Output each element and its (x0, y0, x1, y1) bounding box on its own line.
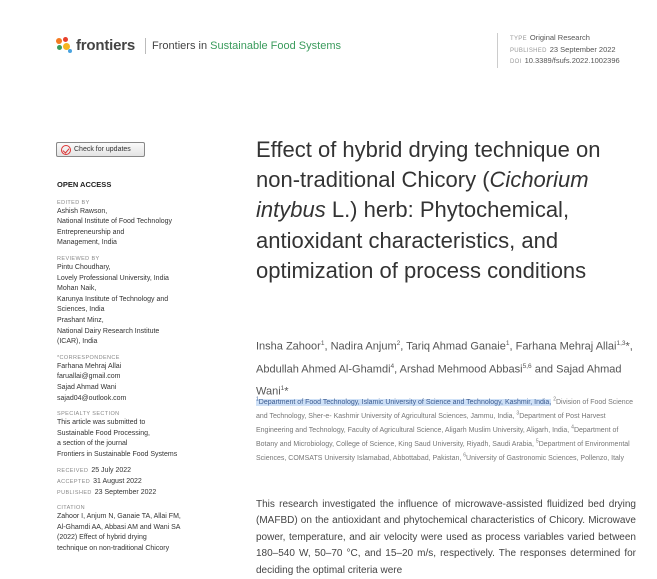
affiliation-list (256, 399, 633, 462)
check-updates-label: Check for updates (74, 146, 131, 153)
specialty-line: Sustainable Food Processing, (57, 429, 150, 437)
specialty-line: a section of the journal (57, 440, 128, 448)
specialty-section-label: SPECIALTY SECTION (57, 411, 120, 418)
published-date: PUBLISHED 23 September 2022 (57, 488, 157, 496)
correspondence-line: sajad04@outlook.com (57, 394, 127, 402)
affiliation-text: Division of Food Science and Technology, Sher-e- Kashmir University of Agricultural Sciences, Jammu, India, (256, 399, 634, 421)
affiliation-sup: 5 (535, 439, 539, 446)
reviewed-by-list (57, 263, 207, 348)
affiliation-text: Department of Post Harvest Engineering and Technology, Faculty of Agricultural Science, Aligarh Muslim University, Aligarh, India, (256, 413, 606, 435)
correspondence-line: Sajad Ahmad Wani (57, 383, 117, 391)
affiliations (256, 395, 636, 465)
citation-label: CITATION (57, 505, 86, 512)
article-published: PUBLISHED 23 September 2022 (510, 44, 616, 54)
citation-text (57, 512, 207, 554)
abstract-text: This research investigated the influence of microwave-assisted fluidized bed drying (MAFBD) on the antioxidant and phytochemical characteristics of Chicory. Microwave power, temperature, and air velocity were used as process variables varied between 180–540 W, 50–70 °C, and 15–20 m/s, respectively. The responses determined for deciding the optimal criteria were (256, 499, 636, 576)
correspondence-line: faruallai@gmail.com (57, 373, 121, 381)
frontiers-logo-icon (56, 37, 73, 54)
author-affiliation-sup: 1 (505, 340, 510, 347)
reviewer-line: Karunya Institute of Technology and (57, 295, 169, 303)
open-access-label: OPEN ACCESS (57, 180, 112, 189)
edited-by-label: EDITED BY (57, 199, 90, 206)
author-name[interactable]: Arshad Mehmood Abbasi (399, 363, 523, 376)
specialty-line: This article was submitted to (57, 419, 146, 427)
affiliation-text: Department of Environmental Sciences, COMSATS University Islamabad, Abbottabad, Pakistan, (256, 441, 630, 463)
reviewed-by-label: REVIEWED BY (57, 255, 100, 262)
check-updates-icon (61, 145, 71, 155)
correspondence-label: *CORRESPONDENCE (57, 354, 120, 361)
check-for-updates-button[interactable] (56, 142, 145, 157)
reviewer-line: Sciences, India (57, 306, 105, 314)
reviewer-line: (ICAR), India (57, 338, 98, 346)
author-name[interactable]: Abdullah Ahmed Al-Ghamdi (256, 363, 391, 376)
edited-by-list (57, 207, 207, 249)
author-name[interactable]: Farhana Mehraj Allai (515, 340, 617, 353)
author-separator: , (324, 340, 331, 353)
received-date: RECEIVED 25 July 2022 (57, 467, 132, 475)
specialty-section-list (57, 418, 207, 460)
affiliation-sup: 4 (571, 425, 574, 432)
author-list (256, 334, 646, 402)
article-type: TYPE Original Research (510, 33, 590, 42)
author-separator: and (531, 363, 557, 376)
reviewer-line: National Dairy Research Institute (57, 327, 160, 335)
editor-line: Ashish Rawson, (57, 207, 108, 215)
correspondence-line: Farhana Mehraj Allai (57, 362, 122, 370)
reviewer-line: Pintu Choudhary, (57, 263, 111, 271)
author-affiliation-sup: 1 (320, 340, 325, 347)
editor-line: National Institute of Food Technology (57, 218, 173, 226)
article-dates (57, 466, 207, 498)
affiliation-highlighted: $^1$Department of Food Technology, Islamic University of Science and Technology, Kashmir, India, (256, 397, 552, 407)
affiliation-sup: 2 (553, 397, 556, 403)
citation-line: Zahoor I, Anjum N, Ganaie TA, Allai FM, (57, 513, 181, 521)
author-name[interactable]: Sajad Ahmad Wani (256, 363, 622, 398)
affiliation-text: Department of Botany and Microbiology, College of Science, King Saud University, Riyadh, Saudi Arabia, (256, 427, 619, 449)
brand-name: frontiers (76, 37, 136, 54)
author-name[interactable]: Insha Zahoor (256, 340, 321, 353)
author-separator: *, (625, 340, 633, 353)
author-affiliation-sup: 5,6 (522, 362, 532, 370)
correspondence-list (57, 362, 207, 404)
header-divider (145, 38, 146, 54)
author-affiliation-sup: 1,3 (616, 340, 626, 347)
editor-line: Management, India (57, 239, 117, 247)
affiliation-sup: 3 (516, 411, 520, 418)
author-separator: , (400, 340, 407, 353)
article-doi[interactable]: DOI 10.3389/fsufs.2022.1002396 (510, 56, 620, 65)
reviewer-line: Mohan Naik, (57, 285, 97, 293)
article-title: Effect of hybrid drying technique on non-traditional Chicory (Cichorium intybus L.) herb: Phytochemical, antioxidant characteristics, and optimization of process conditions (256, 137, 601, 283)
citation-line: technique on non-traditional Chicory (57, 545, 170, 553)
reviewer-line: Prashant Minz, (57, 316, 104, 324)
citation-line: Al-Ghamdi AA, Abbasi AM and Wani SA (57, 523, 181, 531)
frontiers-logo[interactable] (56, 37, 341, 54)
editor-line: Entrepreneurship and (57, 228, 125, 236)
author-affiliation-sup: 1 (280, 385, 285, 393)
author-name[interactable]: Tariq Ahmad Ganaie (406, 340, 506, 353)
affiliation-text: University of Gastronomic Sciences, Pollenzo, Italy (466, 455, 624, 463)
author-separator: , (509, 340, 516, 353)
article-meta (497, 33, 620, 68)
article-sidebar (57, 180, 207, 555)
journal-name: Frontiers in Sustainable Food Systems (152, 39, 341, 52)
citation-line: (2022) Effect of hybrid drying (57, 534, 147, 542)
accepted-date: ACCEPTED 31 August 2022 (57, 478, 142, 486)
author-separator: * (284, 385, 289, 398)
author-separator: , (394, 363, 400, 376)
affiliation-sup: 6 (463, 453, 467, 460)
reviewer-line: Lovely Professional University, India (57, 274, 169, 282)
author-affiliation-sup: 2 (396, 340, 401, 347)
author-name[interactable]: Nadira Anjum (330, 340, 397, 353)
specialty-line: Frontiers in Sustainable Food Systems (57, 450, 178, 458)
author-affiliation-sup: 4 (390, 362, 395, 370)
